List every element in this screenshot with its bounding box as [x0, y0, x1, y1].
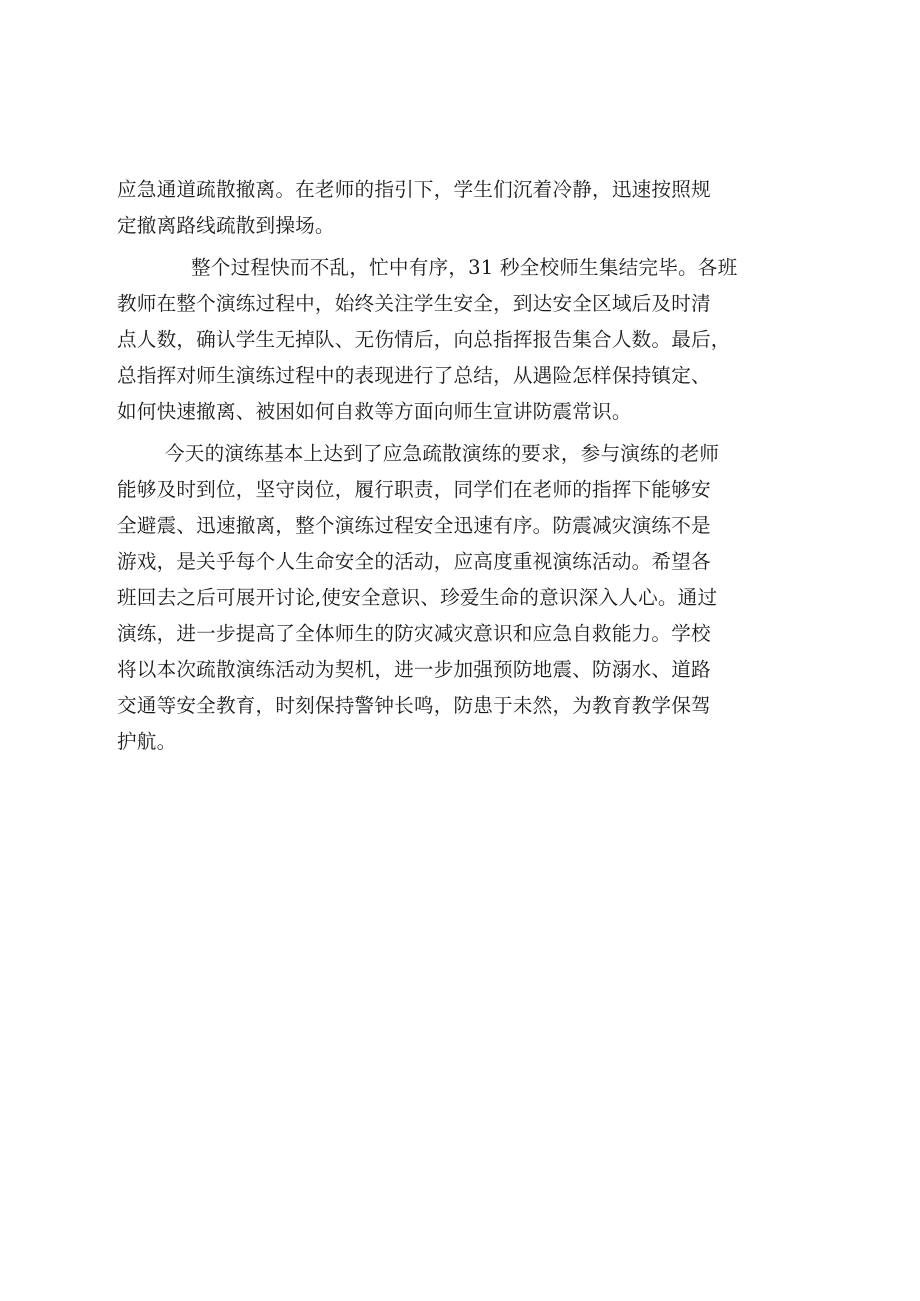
text-line: 定撤离路线疏散到操场。	[117, 214, 335, 237]
text-line: 应急通道疏散撤离。在老师的指引下，学生们沉着冷静，迅速按照规	[117, 178, 711, 201]
text-line: 今天的演练基本上达到了应急疏散演练的要求，参与演练的老师	[165, 442, 720, 465]
paragraph-evacuation	[117, 172, 817, 244]
text-line: 教师在整个演练过程中，始终关注学生安全，到达安全区域后及时清	[117, 292, 711, 315]
text-line: 将以本次疏散演练活动为契机，进一步加强预防地震、防溺水、道路	[117, 658, 711, 681]
document-body	[117, 172, 817, 760]
text-line: 总指挥对师生演练过程中的表现进行了总结，从遇险怎样保持镇定、	[117, 364, 711, 387]
text-line: 护航。	[117, 730, 177, 753]
text-line: 整个过程快而不乱，忙中有序，31 秒全校师生集结完毕。各班	[191, 256, 738, 279]
text-line: 点人数，确认学生无掉队、无伤情后，向总指挥报告集合人数。最后，	[117, 328, 731, 351]
text-line: 班回去之后可展开讨论,使安全意识、珍爱生命的意识深入人心。通过	[117, 586, 718, 609]
text-line: 能够及时到位，坚守岗位，履行职责，同学们在老师的指挥下能够安	[117, 478, 711, 501]
text-line: 如何快速撤离、被困如何自救等方面向师生宣讲防震常识。	[117, 400, 632, 423]
text-line: 演练，进一步提高了全体师生的防灾减灾意识和应急自救能力。学校	[117, 622, 711, 645]
text-line: 游戏，是关乎每个人生命安全的活动，应高度重视演练活动。希望各	[117, 550, 711, 573]
text-line: 全避震、迅速撤离，整个演练过程安全迅速有序。防震减灾演练不是	[117, 514, 711, 537]
text-line: 交通等安全教育，时刻保持警钟长鸣，防患于未然，为教育教学保驾	[117, 694, 711, 717]
paragraph-summary	[117, 436, 817, 760]
paragraph-process	[117, 250, 817, 430]
